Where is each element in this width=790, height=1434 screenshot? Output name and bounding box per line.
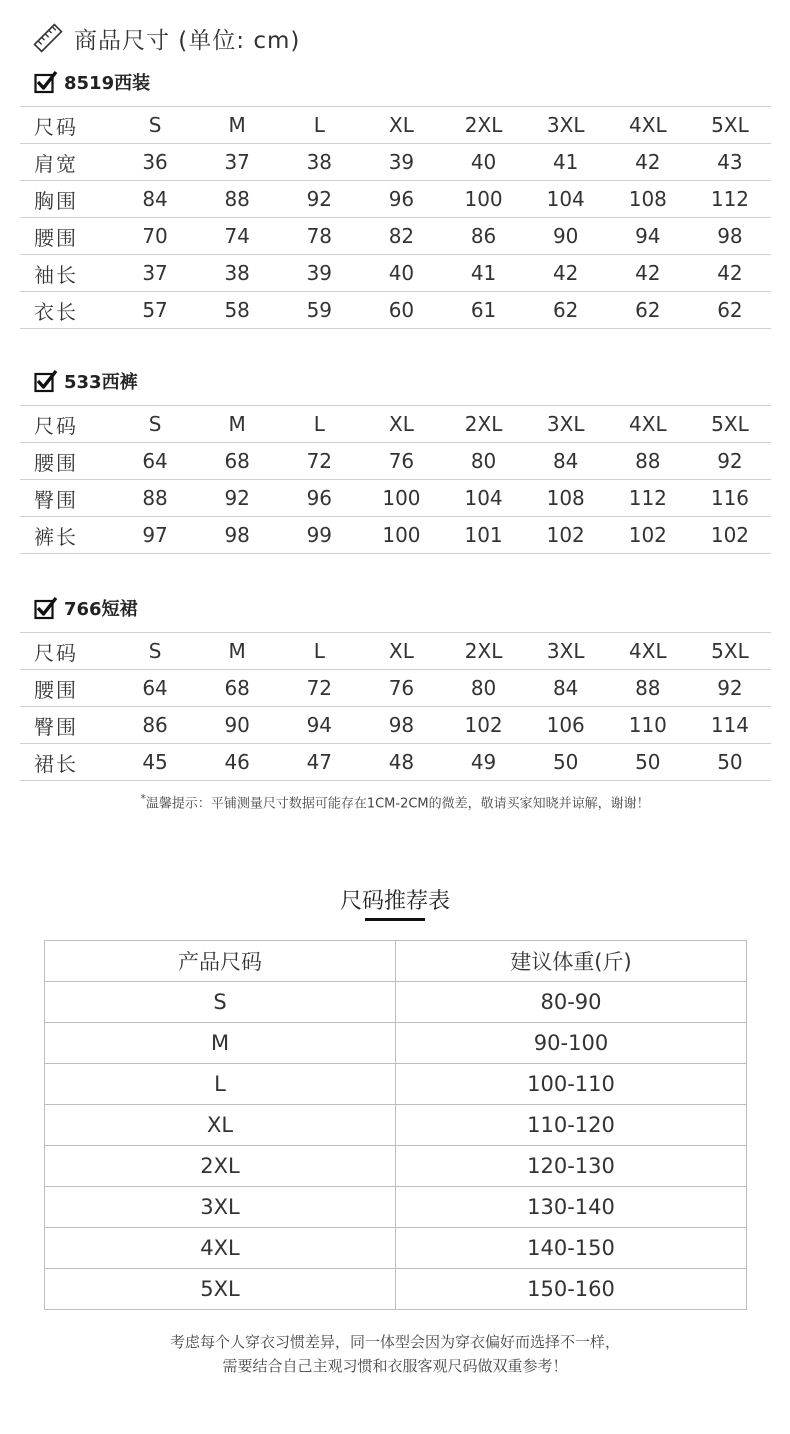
header-cell: S [114, 406, 196, 443]
table-cell: 50 [689, 744, 771, 781]
table-cell: 36 [114, 144, 196, 181]
table-cell: 92 [689, 443, 771, 480]
page-title: 商品尺寸 (单位: cm) [74, 27, 301, 54]
size-table-skirt [20, 632, 771, 781]
header-cell: 3XL [525, 107, 607, 144]
table-cell: 37 [114, 255, 196, 292]
table-cell: 42 [689, 255, 771, 292]
size-cell: 3XL [45, 1187, 396, 1228]
checkbox-checked-icon [34, 596, 58, 620]
header-cell: 尺码 [20, 406, 114, 443]
section-title: 533西裤 [64, 372, 138, 393]
checkbox-checked-icon [34, 369, 58, 393]
table-cell: 96 [278, 480, 360, 517]
size-section-trousers [20, 365, 771, 554]
table-row [20, 255, 771, 292]
header-cell: 产品尺码 [45, 941, 396, 982]
table-row [45, 1146, 747, 1187]
table-cell: 112 [607, 480, 689, 517]
table-cell: 60 [360, 292, 442, 329]
table-cell: 61 [443, 292, 525, 329]
table-cell: 102 [525, 517, 607, 554]
recommend-title: 尺码推荐表 [339, 889, 450, 914]
weight-cell: 90-100 [396, 1023, 747, 1064]
table-row [45, 1228, 747, 1269]
table-cell: 84 [525, 443, 607, 480]
size-table-suit [20, 106, 771, 329]
recommend-table [44, 940, 747, 1310]
weight-cell: 120-130 [396, 1146, 747, 1187]
header-cell: XL [360, 107, 442, 144]
table-cell: 68 [196, 443, 278, 480]
table-cell: 72 [278, 670, 360, 707]
table-cell: 59 [278, 292, 360, 329]
header-cell: 3XL [525, 633, 607, 670]
weight-cell: 150-160 [396, 1269, 747, 1310]
section-title-row [20, 592, 771, 624]
header-cell: XL [360, 406, 442, 443]
header-cell: 4XL [607, 107, 689, 144]
header-cell: 2XL [443, 107, 525, 144]
footer-line: 考虑每个人穿衣习惯差异，同一体型会因为穿衣偏好而选择不一样， [169, 1333, 620, 1351]
section-title-row [20, 365, 771, 397]
table-row [45, 1187, 747, 1228]
row-label: 腰围 [20, 443, 114, 480]
table-cell: 94 [607, 218, 689, 255]
header-cell: 2XL [443, 406, 525, 443]
table-cell: 110 [607, 707, 689, 744]
table-row [20, 218, 771, 255]
table-cell: 96 [360, 181, 442, 218]
header-cell: XL [360, 633, 442, 670]
table-cell: 114 [689, 707, 771, 744]
table-cell: 104 [525, 181, 607, 218]
table-cell: 116 [689, 480, 771, 517]
table-header-row [20, 406, 771, 443]
row-label: 胸围 [20, 181, 114, 218]
weight-cell: 110-120 [396, 1105, 747, 1146]
table-cell: 100 [443, 181, 525, 218]
table-cell: 47 [278, 744, 360, 781]
table-row [45, 1269, 747, 1310]
table-cell: 42 [607, 144, 689, 181]
note-text: 温馨提示：平铺测量尺寸数据可能存在1CM-2CM的微差，敬请买家知晓并谅解，谢谢！ [145, 796, 650, 812]
weight-cell: 80-90 [396, 982, 747, 1023]
table-cell: 42 [607, 255, 689, 292]
header-cell: 尺码 [20, 633, 114, 670]
table-cell: 39 [360, 144, 442, 181]
table-row [20, 292, 771, 329]
table-cell: 94 [278, 707, 360, 744]
header-cell: 3XL [525, 406, 607, 443]
table-cell: 76 [360, 670, 442, 707]
table-cell: 64 [114, 443, 196, 480]
table-cell: 49 [443, 744, 525, 781]
size-cell: S [45, 982, 396, 1023]
size-cell: M [45, 1023, 396, 1064]
header-cell: 4XL [607, 406, 689, 443]
table-cell: 100 [360, 480, 442, 517]
table-cell: 76 [360, 443, 442, 480]
header-cell: S [114, 633, 196, 670]
table-row [20, 744, 771, 781]
table-cell: 102 [443, 707, 525, 744]
table-row [20, 443, 771, 480]
size-table-trousers [20, 405, 771, 554]
header-cell: S [114, 107, 196, 144]
table-cell: 112 [689, 181, 771, 218]
page-header [32, 20, 300, 56]
footer-note [0, 1330, 790, 1378]
table-cell: 88 [196, 181, 278, 218]
table-cell: 84 [525, 670, 607, 707]
table-cell: 86 [114, 707, 196, 744]
table-cell: 102 [689, 517, 771, 554]
table-row [45, 1023, 747, 1064]
table-cell: 62 [525, 292, 607, 329]
row-label: 臀围 [20, 707, 114, 744]
row-label: 袖长 [20, 255, 114, 292]
table-cell: 50 [607, 744, 689, 781]
table-row [20, 144, 771, 181]
table-cell: 72 [278, 443, 360, 480]
table-cell: 92 [689, 670, 771, 707]
size-cell: 4XL [45, 1228, 396, 1269]
table-cell: 84 [114, 181, 196, 218]
table-cell: 46 [196, 744, 278, 781]
table-cell: 70 [114, 218, 196, 255]
size-cell: 2XL [45, 1146, 396, 1187]
size-cell: 5XL [45, 1269, 396, 1310]
table-cell: 80 [443, 670, 525, 707]
table-cell: 74 [196, 218, 278, 255]
table-cell: 100 [360, 517, 442, 554]
table-cell: 42 [525, 255, 607, 292]
table-cell: 43 [689, 144, 771, 181]
header-cell: L [278, 406, 360, 443]
weight-cell: 100-110 [396, 1064, 747, 1105]
row-label: 裙长 [20, 744, 114, 781]
table-cell: 45 [114, 744, 196, 781]
table-cell: 108 [525, 480, 607, 517]
table-cell: 39 [278, 255, 360, 292]
table-cell: 48 [360, 744, 442, 781]
table-cell: 88 [114, 480, 196, 517]
table-row [45, 1105, 747, 1146]
weight-cell: 130-140 [396, 1187, 747, 1228]
footer-line: 需要结合自己主观习惯和衣服客观尺码做双重参考！ [222, 1357, 568, 1375]
section-title: 766短裙 [64, 599, 138, 620]
table-cell: 90 [525, 218, 607, 255]
table-cell: 41 [525, 144, 607, 181]
table-cell: 80 [443, 443, 525, 480]
section-title: 8519西装 [64, 73, 151, 94]
size-section-suit [20, 66, 771, 329]
table-row [20, 707, 771, 744]
ruler-icon [32, 22, 64, 54]
row-label: 腰围 [20, 670, 114, 707]
header-cell: 建议体重(斤) [396, 941, 747, 982]
table-row [20, 517, 771, 554]
row-label: 臀围 [20, 480, 114, 517]
header-cell: L [278, 633, 360, 670]
table-cell: 62 [689, 292, 771, 329]
header-cell: 4XL [607, 633, 689, 670]
size-section-skirt [20, 592, 771, 781]
header-cell: 5XL [689, 633, 771, 670]
table-cell: 41 [443, 255, 525, 292]
size-cell: XL [45, 1105, 396, 1146]
table-cell: 99 [278, 517, 360, 554]
table-cell: 37 [196, 144, 278, 181]
table-cell: 64 [114, 670, 196, 707]
table-cell: 82 [360, 218, 442, 255]
table-cell: 98 [196, 517, 278, 554]
table-cell: 90 [196, 707, 278, 744]
table-cell: 102 [607, 517, 689, 554]
header-cell: 5XL [689, 107, 771, 144]
header-cell: M [196, 633, 278, 670]
section-title-row [20, 66, 771, 98]
row-label: 腰围 [20, 218, 114, 255]
row-label: 衣长 [20, 292, 114, 329]
table-cell: 38 [196, 255, 278, 292]
table-cell: 98 [689, 218, 771, 255]
table-row [45, 982, 747, 1023]
table-cell: 40 [360, 255, 442, 292]
table-cell: 78 [278, 218, 360, 255]
table-header-row [20, 107, 771, 144]
table-row [20, 480, 771, 517]
note-mark: * [140, 792, 146, 805]
header-cell: M [196, 107, 278, 144]
table-cell: 86 [443, 218, 525, 255]
header-cell: M [196, 406, 278, 443]
table-cell: 97 [114, 517, 196, 554]
title-underline [365, 918, 425, 921]
table-cell: 40 [443, 144, 525, 181]
table-row [20, 181, 771, 218]
measurement-note [0, 792, 790, 811]
table-cell: 62 [607, 292, 689, 329]
header-cell: L [278, 107, 360, 144]
table-cell: 108 [607, 181, 689, 218]
table-header-row [20, 633, 771, 670]
table-cell: 98 [360, 707, 442, 744]
table-row [20, 670, 771, 707]
table-cell: 88 [607, 670, 689, 707]
row-label: 肩宽 [20, 144, 114, 181]
table-cell: 92 [196, 480, 278, 517]
table-cell: 50 [525, 744, 607, 781]
header-cell: 2XL [443, 633, 525, 670]
table-cell: 88 [607, 443, 689, 480]
table-cell: 38 [278, 144, 360, 181]
checkbox-checked-icon [34, 70, 58, 94]
header-cell: 5XL [689, 406, 771, 443]
table-cell: 57 [114, 292, 196, 329]
table-cell: 92 [278, 181, 360, 218]
table-cell: 58 [196, 292, 278, 329]
size-cell: L [45, 1064, 396, 1105]
table-cell: 106 [525, 707, 607, 744]
table-row [45, 1064, 747, 1105]
table-header-row [45, 941, 747, 982]
table-cell: 68 [196, 670, 278, 707]
table-cell: 104 [443, 480, 525, 517]
row-label: 裤长 [20, 517, 114, 554]
header-cell: 尺码 [20, 107, 114, 144]
table-cell: 101 [443, 517, 525, 554]
weight-cell: 140-150 [396, 1228, 747, 1269]
